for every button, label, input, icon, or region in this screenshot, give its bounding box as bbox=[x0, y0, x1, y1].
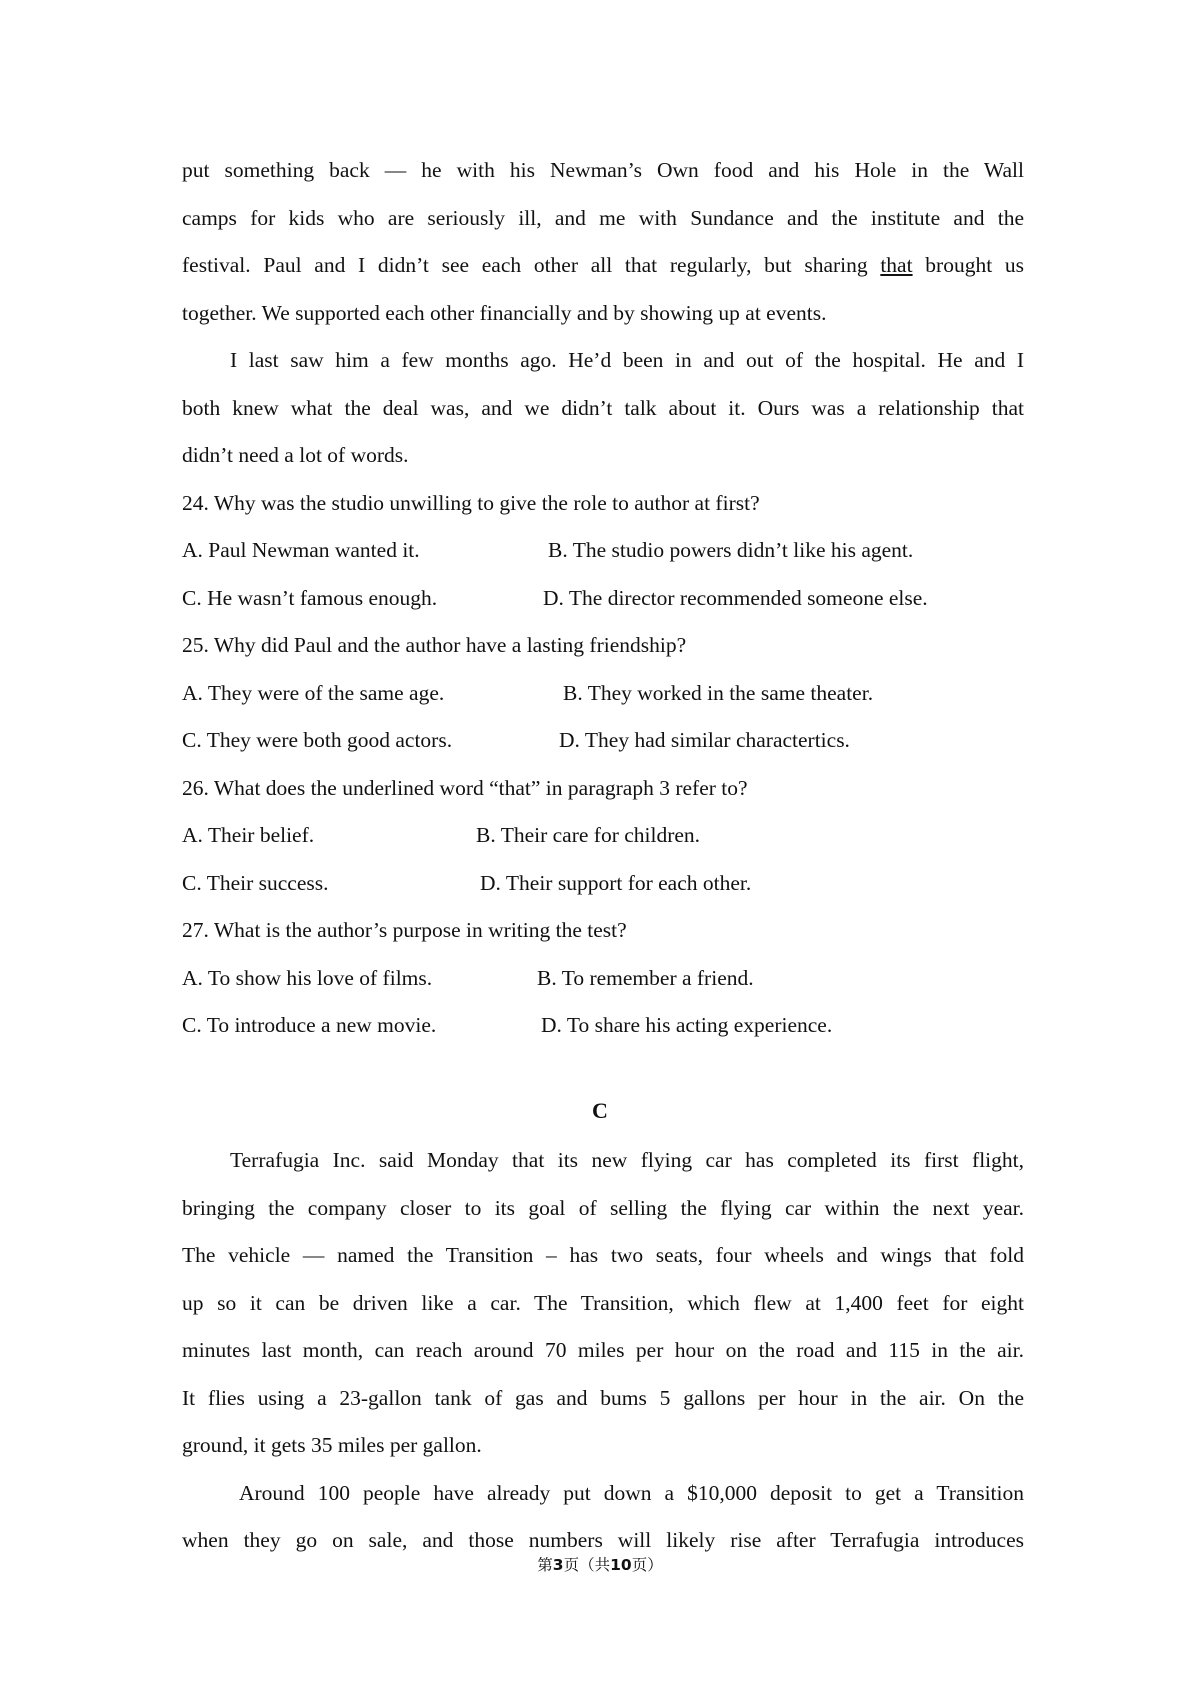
question-stem: 24. Why was the studio unwilling to give the role to author at first? bbox=[182, 490, 760, 515]
option-c: C. They were both good actors. bbox=[182, 728, 453, 752]
question-stem: 26. What does the underlined word “that” in paragraph 3 refer to? bbox=[182, 775, 748, 800]
option-row bbox=[182, 527, 1024, 575]
option-d: D. To share his acting experience. bbox=[541, 1013, 833, 1037]
paragraph-line: The vehicle — named the Transition – has two seats, four wheels and wings that fold bbox=[182, 1243, 1024, 1267]
paragraph-line: I last saw him a few months ago. He’d been in and out of the hospital. He and I bbox=[230, 348, 1024, 372]
option-a: A. They were of the same age. bbox=[182, 680, 445, 705]
paragraph-line: Around 100 people have already put down a $10,000 deposit to get a Transition bbox=[239, 1480, 1024, 1505]
section-heading: C bbox=[592, 1098, 608, 1123]
option-a: A. Paul Newman wanted it. bbox=[182, 538, 420, 562]
paragraph-line: didn’t need a lot of words. bbox=[182, 443, 409, 467]
underlined-word-that: that bbox=[880, 253, 913, 277]
page-footer bbox=[0, 1553, 1200, 1575]
footer-mid: 页（共 bbox=[563, 1556, 611, 1574]
paragraph-line: both knew what the deal was, and we didn’t talk about it. Ours was a relationship that bbox=[182, 395, 1024, 420]
footer-suffix: 页） bbox=[631, 1556, 663, 1574]
question-stem: 25. Why did Paul and the author have a lasting friendship? bbox=[182, 633, 687, 657]
question-stem: 27. What is the author’s purpose in writing the test? bbox=[182, 918, 627, 942]
passage-c bbox=[182, 1137, 1024, 1565]
paragraph-line: camps for kids who are seriously ill, and me with Sundance and the institute and the bbox=[182, 205, 1024, 230]
paragraph-line: minutes last month, can reach around 70 miles per hour on the road and 115 in the air. bbox=[182, 1338, 1024, 1362]
option-row bbox=[182, 717, 1024, 765]
option-c: C. He wasn’t famous enough. bbox=[182, 585, 438, 610]
paragraph-line: when they go on sale, and those numbers will likely rise after Terrafugia introduces bbox=[182, 1528, 1024, 1552]
paragraph-line: Terrafugia Inc. said Monday that its new flying car has completed its first flight, bbox=[230, 1148, 1024, 1172]
text-run: festival. Paul and I didn’t see each other all that regularly, but sharing bbox=[182, 253, 881, 277]
option-row bbox=[182, 812, 1024, 860]
option-b: B. Their care for children. bbox=[476, 823, 701, 847]
paragraph-line: It flies using a 23-gallon tank of gas and bums 5 gallons per hour in the air. On the bbox=[182, 1385, 1024, 1410]
option-row bbox=[182, 670, 1024, 718]
option-c: C. To introduce a new movie. bbox=[182, 1013, 437, 1037]
paragraph-line: ground, it gets 35 miles per gallon. bbox=[182, 1433, 482, 1457]
current-page-number: 3 bbox=[552, 1556, 564, 1574]
option-a: A. Their belief. bbox=[182, 823, 315, 847]
option-c: C. Their success. bbox=[182, 870, 329, 895]
option-b: B. They worked in the same theater. bbox=[563, 680, 874, 705]
paragraph-line: together. We supported each other financially and by showing up at events. bbox=[182, 300, 827, 325]
option-b: B. To remember a friend. bbox=[537, 965, 754, 990]
option-b: B. The studio powers didn’t like his agent. bbox=[548, 538, 914, 562]
option-row bbox=[182, 575, 1024, 623]
footer-prefix: 第 bbox=[537, 1556, 553, 1574]
text-run: brought us bbox=[912, 253, 1024, 277]
option-a: A. To show his love of films. bbox=[182, 965, 433, 990]
passage-b-continued bbox=[182, 147, 1024, 1050]
paragraph-line: put something back — he with his Newman’s Own food and his Hole in the Wall bbox=[182, 158, 1024, 182]
option-row bbox=[182, 955, 1024, 1003]
paragraph-line: up so it can be driven like a car. The Transition, which flew at 1,400 feet for eight bbox=[182, 1290, 1024, 1315]
option-d: D. The director recommended someone else. bbox=[543, 585, 928, 610]
option-d: D. Their support for each other. bbox=[480, 870, 752, 895]
total-page-count: 10 bbox=[610, 1556, 632, 1574]
paragraph-line-with-underline bbox=[182, 242, 1024, 290]
option-row bbox=[182, 1002, 1024, 1050]
paragraph-line: bringing the company closer to its goal of selling the flying car within the next year. bbox=[182, 1195, 1024, 1220]
option-d: D. They had similar charactertics. bbox=[559, 728, 850, 752]
option-row bbox=[182, 860, 1024, 908]
